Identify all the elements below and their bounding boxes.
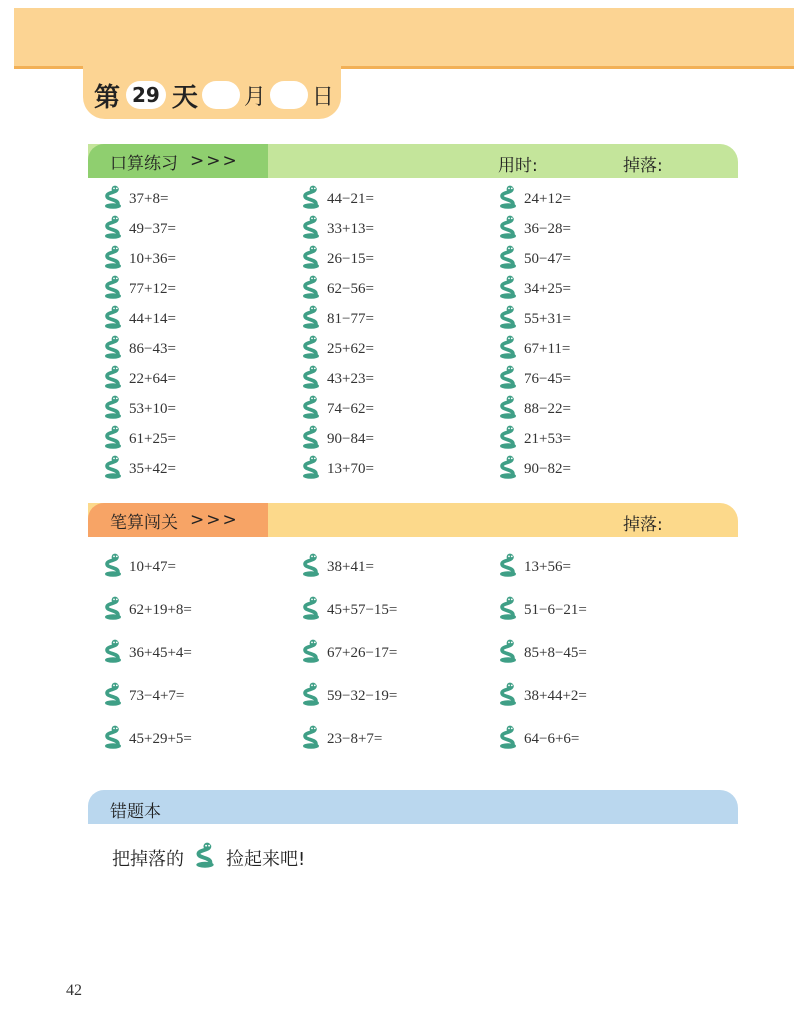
snake-icon [498, 245, 518, 274]
oral-section-bar [88, 144, 738, 178]
problem-item [301, 425, 374, 454]
problem-text: 13+70= [327, 461, 374, 477]
page-number: 42 [66, 982, 82, 999]
written-section-arrows: >>> [190, 510, 239, 530]
snake-icon [103, 245, 123, 274]
problem-text: 13+56= [524, 559, 571, 575]
snake-icon [498, 365, 518, 394]
problem-item [103, 215, 176, 244]
problem-text: 53+10= [129, 401, 176, 417]
problem-item [498, 455, 571, 484]
problem-item [103, 335, 176, 364]
problem-text: 36+45+4= [129, 645, 192, 661]
mistakes-section-bar [88, 790, 738, 824]
problem-item [103, 245, 176, 274]
snake-icon [103, 305, 123, 334]
snake-icon [103, 185, 123, 214]
snake-icon [498, 425, 518, 454]
snake-icon [103, 275, 123, 304]
snake-icon [103, 725, 123, 754]
problem-item [498, 639, 587, 668]
problem-item [498, 275, 571, 304]
problem-item [301, 725, 382, 754]
oral-section-title: 口算练习 [110, 153, 178, 174]
problem-text: 62−56= [327, 281, 374, 297]
problem-item [103, 305, 176, 334]
day-heading [94, 78, 334, 112]
snake-icon [301, 185, 321, 214]
problem-text: 24+12= [524, 191, 571, 207]
snake-icon [498, 553, 518, 582]
problem-text: 67+11= [524, 341, 571, 357]
snake-icon [301, 553, 321, 582]
snake-icon [103, 639, 123, 668]
problem-text: 38+44+2= [524, 688, 587, 704]
problem-item [103, 553, 176, 582]
problem-text: 85+8−45= [524, 645, 587, 661]
snake-icon [498, 682, 518, 711]
problem-text: 37+8= [129, 191, 169, 207]
problem-item [103, 596, 192, 625]
problem-text: 10+36= [129, 251, 176, 267]
problem-text: 49−37= [129, 221, 176, 237]
snake-icon [103, 553, 123, 582]
problem-item [498, 682, 587, 711]
snake-icon [498, 596, 518, 625]
problem-item [301, 245, 374, 274]
problem-text: 86−43= [129, 341, 176, 357]
oral-section-arrows: >>> [190, 151, 239, 171]
problem-item [103, 455, 176, 484]
problem-item [301, 305, 374, 334]
problem-item [301, 275, 374, 304]
problem-text: 26−15= [327, 251, 374, 267]
problem-text: 44−21= [327, 191, 374, 207]
snake-icon [194, 842, 216, 873]
problem-item [301, 395, 374, 424]
problem-item [498, 245, 571, 274]
day-number: 29 [126, 81, 166, 109]
snake-icon [301, 365, 321, 394]
problem-item [301, 553, 374, 582]
problem-item [103, 725, 192, 754]
problem-text: 44+14= [129, 311, 176, 327]
snake-icon [103, 335, 123, 364]
problem-text: 50−47= [524, 251, 571, 267]
snake-icon [301, 395, 321, 424]
problem-text: 90−82= [524, 461, 571, 477]
problem-item [103, 395, 176, 424]
snake-icon [103, 455, 123, 484]
problem-item [498, 185, 571, 214]
problem-text: 38+41= [327, 559, 374, 575]
problem-item [498, 725, 579, 754]
problem-text: 23−8+7= [327, 731, 383, 747]
problem-item [301, 185, 374, 214]
prompt-before: 把掉落的 [112, 848, 184, 870]
problem-item [301, 365, 374, 394]
snake-icon [103, 365, 123, 394]
day-suffix: 天 [171, 82, 198, 113]
problem-text: 45+57−15= [327, 602, 398, 618]
snake-icon [301, 305, 321, 334]
problem-item [103, 639, 192, 668]
mistakes-prompt [112, 842, 305, 873]
snake-icon [498, 305, 518, 334]
problem-item [498, 305, 571, 334]
problem-text: 33+13= [327, 221, 374, 237]
month-blank[interactable] [202, 81, 240, 109]
written-section-bar [88, 503, 738, 537]
problem-text: 73−4+7= [129, 688, 185, 704]
problem-text: 34+25= [524, 281, 571, 297]
snake-icon [301, 335, 321, 364]
time-label: 用时: [498, 156, 538, 176]
problem-text: 35+42= [129, 461, 176, 477]
snake-icon [301, 215, 321, 244]
problem-item [498, 365, 571, 394]
problem-item [103, 682, 184, 711]
problem-item [301, 639, 397, 668]
problem-text: 76−45= [524, 371, 571, 387]
problem-text: 81−77= [327, 311, 374, 327]
problem-item [498, 215, 571, 244]
problem-text: 62+19+8= [129, 602, 192, 618]
snake-icon [301, 245, 321, 274]
snake-icon [301, 596, 321, 625]
snake-icon [498, 215, 518, 244]
date-label: 日 [311, 84, 334, 110]
problem-item [498, 425, 571, 454]
problem-text: 43+23= [327, 371, 374, 387]
problem-item [498, 553, 571, 582]
problem-item [498, 596, 587, 625]
mistakes-section-title: 错题本 [110, 802, 161, 822]
problem-text: 10+47= [129, 559, 176, 575]
snake-icon [301, 725, 321, 754]
problem-text: 59−32−19= [327, 688, 398, 704]
snake-icon [498, 335, 518, 364]
snake-icon [103, 425, 123, 454]
date-blank[interactable] [270, 81, 308, 109]
problem-text: 64−6+6= [524, 731, 580, 747]
month-label: 月 [243, 84, 266, 110]
problem-text: 67+26−17= [327, 645, 398, 661]
snake-icon [498, 639, 518, 668]
problem-item [301, 596, 397, 625]
problem-text: 55+31= [524, 311, 571, 327]
snake-icon [301, 275, 321, 304]
problem-item [301, 335, 374, 364]
problem-item [301, 215, 374, 244]
problem-text: 74−62= [327, 401, 374, 417]
problem-item [301, 682, 397, 711]
snake-icon [103, 395, 123, 424]
problem-text: 61+25= [129, 431, 176, 447]
snake-icon [103, 682, 123, 711]
snake-icon [301, 682, 321, 711]
problem-text: 88−22= [524, 401, 571, 417]
problem-text: 45+29+5= [129, 731, 192, 747]
oral-dropped-label: 掉落: [623, 156, 663, 176]
problem-text: 36−28= [524, 221, 571, 237]
oral-section-title-block [88, 144, 268, 178]
snake-icon [301, 639, 321, 668]
snake-icon [498, 725, 518, 754]
snake-icon [498, 275, 518, 304]
prompt-after: 捡起来吧! [226, 848, 306, 870]
problem-text: 22+64= [129, 371, 176, 387]
problem-text: 90−84= [327, 431, 374, 447]
written-dropped-label: 掉落: [623, 515, 663, 535]
problem-text: 77+12= [129, 281, 176, 297]
problem-item [103, 275, 176, 304]
written-section-title: 笔算闯关 [110, 512, 178, 533]
problem-item [301, 455, 374, 484]
snake-icon [103, 215, 123, 244]
problem-item [103, 425, 176, 454]
problem-item [498, 395, 571, 424]
day-prefix: 第 [94, 82, 121, 113]
problem-item [103, 365, 176, 394]
problem-text: 25+62= [327, 341, 374, 357]
snake-icon [498, 395, 518, 424]
problem-text: 51−6−21= [524, 602, 587, 618]
problem-item [103, 185, 168, 214]
snake-icon [498, 185, 518, 214]
problem-text: 21+53= [524, 431, 571, 447]
header-band [14, 8, 794, 66]
written-section-title-block [88, 503, 268, 537]
problem-item [498, 335, 570, 364]
snake-icon [301, 455, 321, 484]
snake-icon [498, 455, 518, 484]
snake-icon [103, 596, 123, 625]
snake-icon [301, 425, 321, 454]
